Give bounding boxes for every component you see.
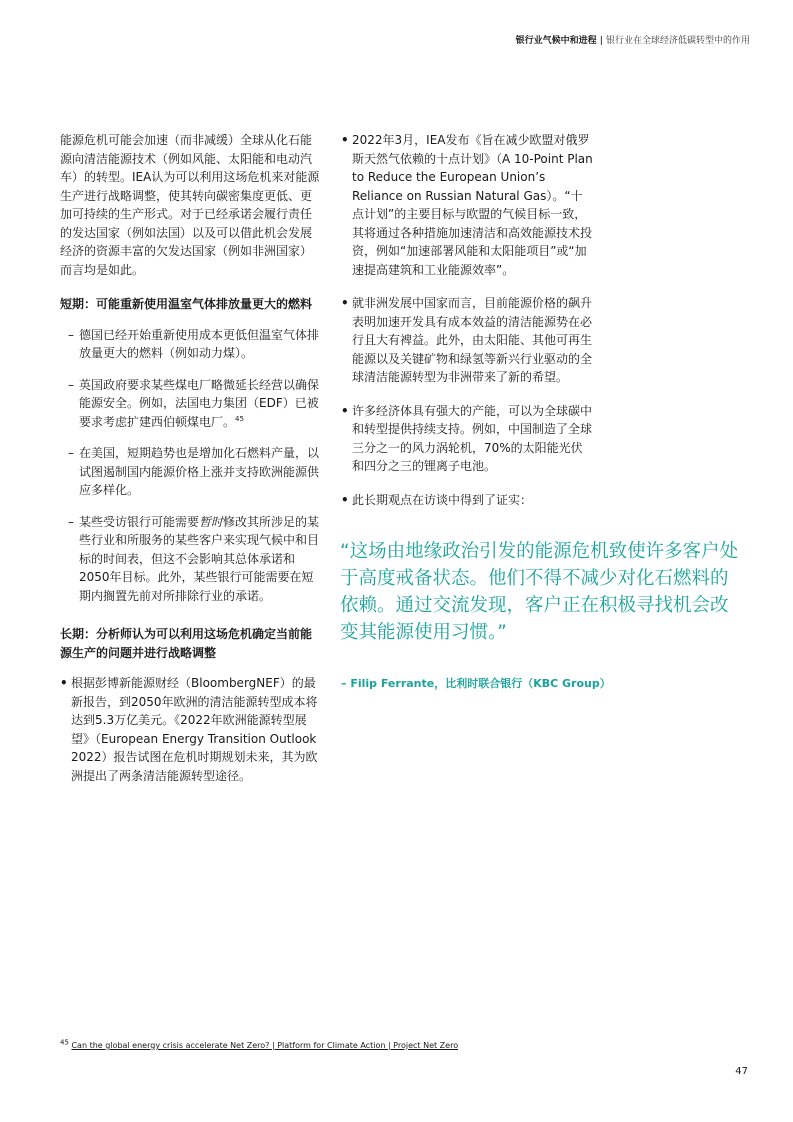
item-text: 就非洲发展中国家而言，目前能源价格的飙升表明加速开发具有成本效益的清洁能源势在必行且大有裨益。此外，由太阳能、其他可再生能源以及关键矿物和绿氢等新兴行业驱动的全球清洁能源转型为非洲带来了新的希望。 [352, 296, 593, 384]
bullet-marker: • [341, 296, 349, 310]
list-item [60, 513, 322, 606]
list-item [341, 131, 593, 279]
footnote-ref: 45 [235, 414, 244, 423]
quote-attribution: – Filip Ferrante，比利时联合银行（KBC Group） [341, 677, 611, 690]
page-number: 47 [735, 1066, 748, 1077]
header-section: 银行业气候中和进程 [515, 36, 597, 46]
item-text: 在美国，短期趋势也是增加化石燃料产量，以试图遏制国内能源价格上涨并支持欧洲能源供应多样化。 [79, 446, 320, 497]
right-bullet-list [341, 131, 593, 509]
left-column [60, 131, 322, 800]
footnote-link[interactable]: Can the global energy crisis accelerate Net Zero? | Platform for Climate Action | Project Net Zero [71, 1041, 459, 1050]
long-term-heading: 长期：分析师认为可以利用这场危机确定当前能源生产的问题并进行战略调整 [60, 627, 313, 660]
dash-marker: – [68, 514, 74, 529]
bullet-marker: • [341, 492, 349, 507]
pull-quote: “这场由地缘政治引发的能源危机致使许多客户处于高度戒备状态。他们不得不减少对化石燃料的依赖。通过交流发现，客户正在积极寻找机会改变其能源使用习惯。” [340, 541, 739, 643]
item-text: 德国已经开始重新使用成本更低但温室气体排放量更大的燃料（例如动力煤）。 [79, 327, 320, 360]
item-text-emphasis: 暂时 [199, 514, 224, 529]
item-text-post: 修改其所涉足的某些行业和所服务的某些客户来实现气候中和目标的时间表，但这不会影响其总体承诺和2050年目标。此外，某些银行可能需要在短期内搁置先前对所排除行业的承诺。 [79, 514, 320, 603]
list-item [60, 376, 322, 432]
right-column [341, 131, 593, 524]
running-header [516, 33, 750, 46]
item-text: 2022年3月，IEA发布《旨在减少欧盟对俄罗斯天然气依赖的十点计划》（A 10-Point Plan to Reduce the European Union’s Reliance on Russian Natural Gas）。“十点计划”的主要目标与欧盟的气候目标一致，其将通过各种措施加速清洁和高效能源技术投资，例如“加速部署风能和太阳能项目”或“加速提高建筑和工业能源效率”。 [352, 133, 593, 277]
footnote-number: 45 [60, 1038, 69, 1047]
header-separator: | [599, 36, 603, 46]
list-item [341, 294, 593, 387]
dash-marker: – [68, 327, 74, 342]
list-item [341, 491, 593, 510]
short-term-list [60, 326, 322, 606]
list-item [60, 444, 322, 500]
bullet-marker: • [60, 676, 68, 690]
item-text: 此长期观点在访谈中得到了证实： [352, 492, 533, 507]
list-item [60, 326, 322, 363]
item-text-pre: 某些受访银行可能需要 [79, 514, 200, 529]
dash-marker: – [68, 446, 74, 460]
short-term-heading: 短期：可能重新使用温室气体排放量更大的燃料 [60, 297, 313, 311]
item-text: 许多经济体具有强大的产能，可以为全球碳中和转型提供持续支持。例如，中国制造了全球三分之一的风力涡轮机，70%的太阳能光伏和四分之三的锂离子电池。 [352, 403, 593, 473]
list-item [60, 674, 322, 785]
intro-paragraph: 能源危机可能会加速（而非减缓）全球从化石能源向清洁能源技术（例如风能、太阳能和电动汽车）的转型。IEA认为可以利用这场危机来对能源生产进行战略调整，使其转向碳密集度更低、更加可持续的生产形式。对于已经承诺会履行责任的发达国家（例如法国）以及可以借此机会发展经济的资源丰富的欠发达国家（例如非洲国家）而言均是如此。 [60, 133, 320, 277]
header-subtitle: 银行业在全球经济低碳转型中的作用 [605, 36, 750, 46]
item-text: 英国政府要求某些煤电厂略微延长经营以确保能源安全。例如，法国电力集团（EDF）已被要求考虑扩建西伯顿煤电厂。 [79, 377, 320, 429]
dash-marker: – [68, 377, 74, 392]
list-item [341, 402, 593, 476]
long-term-list [60, 674, 322, 785]
bullet-marker: • [341, 133, 349, 147]
item-text: 根据彭博新能源财经（BloombergNEF）的最新报告，到2050年欧洲的清洁能源转型成本将达到5.3万亿美元。《2022年欧洲能源转型展望》（European Energy Transition Outlook 2022）报告试图在危机时期规划未来，其为欧洲提出了两条清洁能源转型途径。 [71, 676, 318, 783]
footnote [60, 1038, 459, 1050]
bullet-marker: • [341, 403, 349, 418]
